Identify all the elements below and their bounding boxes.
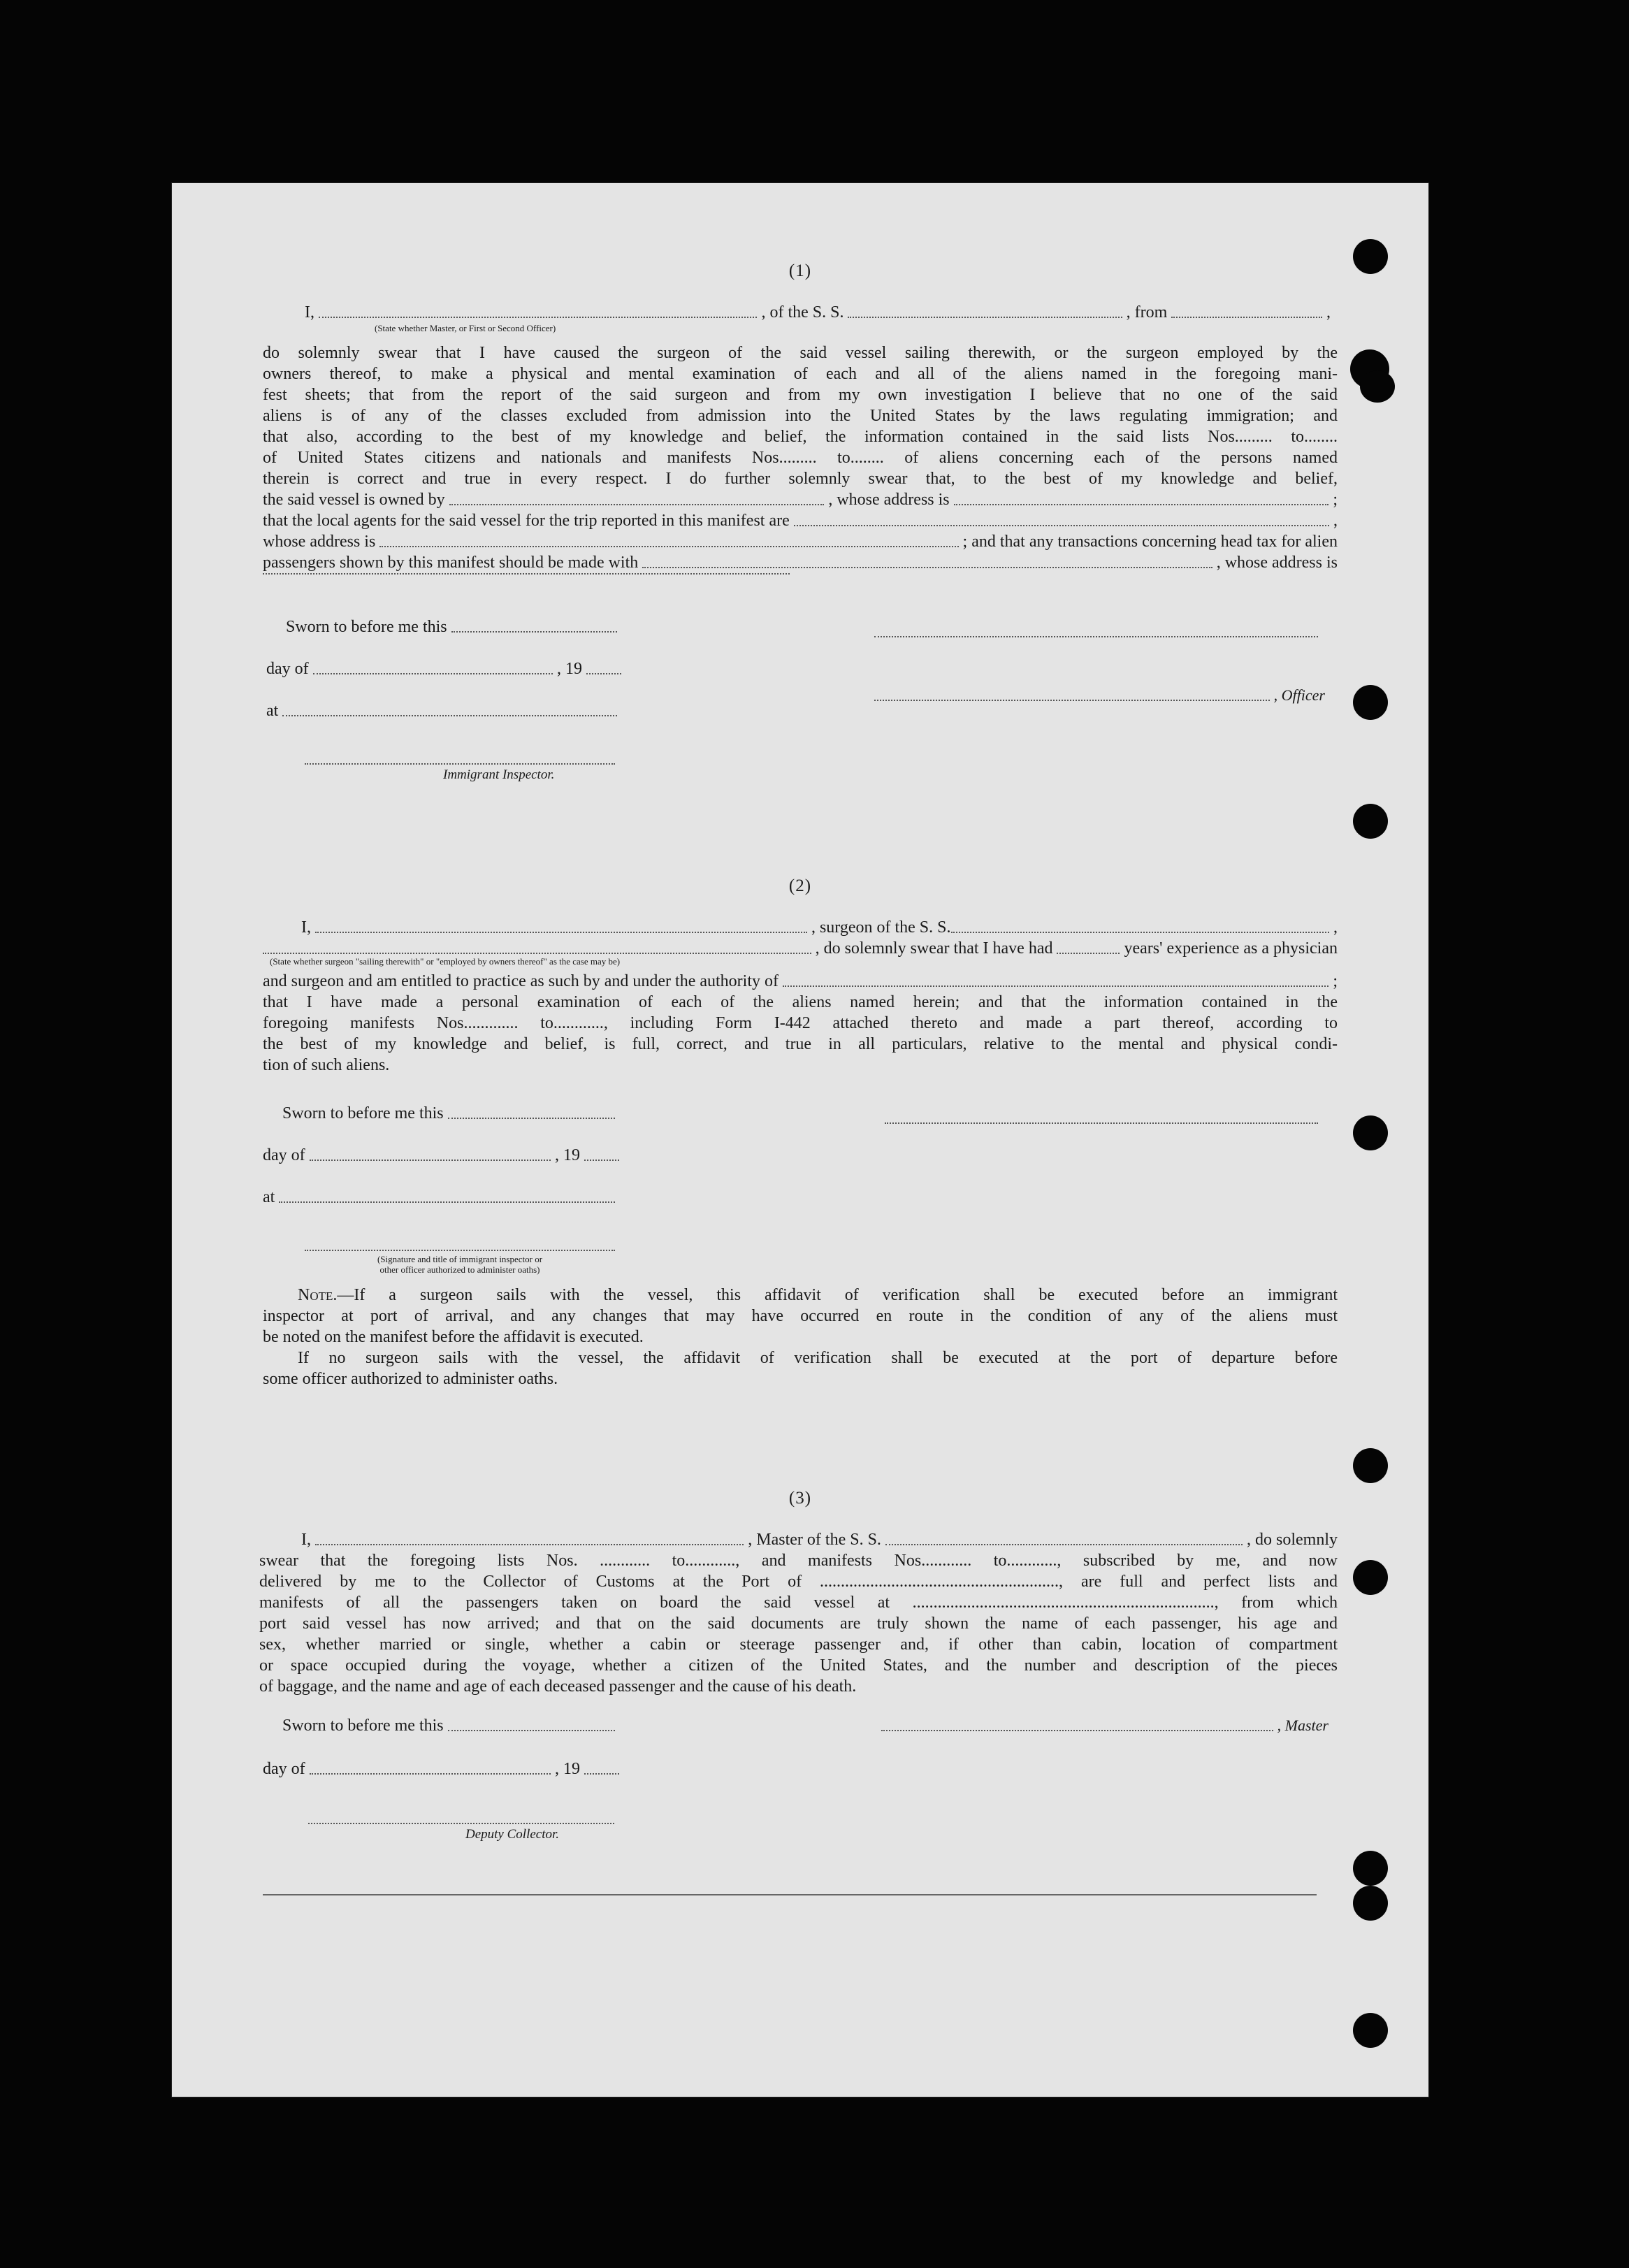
section-3-opening	[301, 1529, 1338, 1550]
collector-caption: Deputy Collector.	[465, 1827, 560, 1842]
section-1-opening: I, , of the S. S. , from , (State whether Master, or First or Second Officer)	[305, 303, 1331, 333]
section-2-day-of: day of , 19	[263, 1145, 619, 1166]
place-field[interactable]	[279, 1201, 615, 1203]
surgeon-of-label: , surgeon of the S. S.	[811, 918, 951, 937]
section-2-signature-line[interactable]	[885, 1121, 1318, 1124]
section-2-note	[263, 1285, 1338, 1389]
note-line: —If a surgeon sails with the vessel, this affidavit of verification shall be executed before an immigrant	[337, 1286, 1338, 1304]
owned-by-label: the said vessel is owned by	[263, 491, 445, 509]
punch-hole	[1353, 1560, 1388, 1595]
section-3-line: of baggage, and the name and age of each deceased passenger and the cause of his death.	[259, 1677, 857, 1696]
vessel-name-field[interactable]	[848, 317, 1122, 318]
inspector-signature-line[interactable]	[305, 762, 615, 765]
punch-hole	[1353, 1851, 1388, 1886]
section-2-line: the best of my knowledge and belief, is full, correct, and true in all particulars, relative to the mental and physical condi-	[263, 1035, 1338, 1053]
section-1-at: at	[266, 700, 621, 721]
punch-hole	[1353, 1115, 1388, 1150]
manifest-page	[172, 183, 1428, 2097]
section-3-line: sex, whether married or single, whether a cabin or steerage passenger and, if other than cabin, location of compartment	[259, 1635, 1338, 1654]
punch-hole	[1360, 370, 1395, 403]
section-1-line: fest sheets; that from the report of the said surgeon and from my own investigation I believe that no one of the said	[263, 386, 1338, 404]
note-label: Note.	[298, 1286, 338, 1304]
surgeon-caption: (State whether surgeon "sailing therewith" or "employed by owners thereof" as the case may be)	[270, 956, 621, 967]
pronoun-i: I,	[301, 918, 311, 937]
note-line: inspector at port of arrival, and any changes that may have occurred en route in the condition of any of the aliens must	[263, 1307, 1338, 1325]
owner-address-field[interactable]	[954, 504, 1329, 505]
punch-hole	[1353, 1448, 1388, 1483]
section-1-day-of: day of , 19	[266, 658, 621, 679]
section-2-body: , do solemnly swear that I have had years' experience as a physician (State whether surgeon "sailing therewith" or "employed by owners thereof" as the case may be) and surgeon and am entitled to practice as such by and under the authority of ; that I have made a personal examination of each of the aliens named herein; and that the information contained in the foregoing manifests Nos............. to............, including Form I-442 attached thereto and made a part thereof, according to the best of my knowledge and belief, is full, correct, and true in all particulars, relative to the mental and physical condi- tion of such aliens.	[263, 939, 1338, 1074]
master-of-label: , Master of the S. S.	[748, 1531, 881, 1549]
from-label: , from	[1126, 303, 1168, 322]
section-1-officer: , Officer	[874, 685, 1325, 706]
head-tax-agent-field[interactable]	[642, 567, 1212, 568]
section-2-line: that I have made a personal examination of each of the aliens named herein; and that the information contained in the	[263, 993, 1338, 1011]
section-3-line: delivered by me to the Collector of Customs at the Port of ........................................................., are full and perfect lists and	[259, 1573, 1338, 1591]
section-3-line: manifests of all the passengers taken on board the said vessel at ........................................................................, from which	[259, 1594, 1338, 1612]
note-line: some officer authorized to administer oaths.	[263, 1370, 558, 1388]
year-field[interactable]	[586, 673, 621, 674]
vessel-name-field[interactable]	[951, 932, 1330, 933]
section-1-line: do solemnly swear that I have caused the surgeon of the said vessel sailing therewith, or the surgeon employed by the	[263, 344, 1338, 362]
section-1-line: therein is correct and true in every respect. I do further solemnly swear that, to the best of my knowledge and belief,	[263, 470, 1338, 488]
surgeon-type-field[interactable]	[263, 953, 811, 954]
section-1-line: of United States citizens and nationals and manifests Nos......... to........ of aliens concerning each of the persons named	[263, 449, 1338, 467]
owner-address-label: , whose address is	[828, 491, 950, 509]
section-2-line: tion of such aliens.	[263, 1056, 390, 1074]
section-2-at: at	[263, 1187, 619, 1208]
section-3-body	[259, 1550, 1338, 1697]
punch-hole	[1353, 1886, 1388, 1921]
inspector-caption: Immigrant Inspector.	[443, 767, 555, 782]
passengers-address-label: , whose address is	[1216, 554, 1338, 572]
collector-signature-line[interactable]	[308, 1821, 614, 1824]
section-3-master: , Master	[881, 1715, 1328, 1736]
vessel-name-field[interactable]	[885, 1544, 1243, 1545]
inspector-signature-line[interactable]	[305, 1248, 615, 1251]
section-3-sworn: Sworn to before me this	[282, 1715, 619, 1736]
sworn-date-field[interactable]	[451, 631, 617, 633]
section-1-number: (1)	[788, 261, 812, 280]
do-solemnly-label: , do solemnly swear that I have had	[815, 939, 1053, 958]
authority-label: and surgeon and am entitled to practice as such by and under the authority of	[263, 972, 779, 990]
years-field[interactable]	[1057, 953, 1120, 954]
section-3-day-of: day of , 19	[263, 1758, 619, 1779]
month-field[interactable]	[313, 673, 553, 674]
agents-label: that the local agents for the said vessel for the trip reported in this manifest are	[263, 512, 790, 530]
head-tax-label: ; and that any transactions concerning head tax for alien	[962, 533, 1338, 551]
month-field[interactable]	[310, 1773, 551, 1775]
year-field[interactable]	[584, 1160, 619, 1161]
passengers-label: passengers shown by this manifest should be made with	[263, 554, 639, 572]
master-name-field[interactable]	[315, 1544, 744, 1545]
section-2-sworn: Sworn to before me this	[282, 1103, 619, 1124]
note-line: be noted on the manifest before the affidavit is executed.	[263, 1328, 644, 1346]
sworn-date-field[interactable]	[448, 1730, 615, 1731]
pronoun-i: I,	[305, 303, 314, 322]
section-3-line: port said vessel has now arrived; and that on the said documents are truly shown the name of each passenger, his age and	[259, 1615, 1338, 1633]
authority-field[interactable]	[783, 985, 1328, 987]
surgeon-name-field[interactable]	[315, 932, 807, 933]
bottom-rule	[263, 1894, 1317, 1895]
officer-title-field[interactable]	[319, 317, 757, 318]
punch-hole	[1353, 685, 1388, 720]
of-ss-label: , of the S. S.	[761, 303, 844, 322]
section-3-number: (3)	[788, 1489, 812, 1508]
agents-address-label: whose address is	[263, 533, 376, 551]
years-exp-label: years' experience as a physician	[1124, 939, 1338, 958]
punch-hole	[1353, 2013, 1388, 2048]
owner-field[interactable]	[449, 504, 825, 505]
master-signature-field[interactable]	[881, 1730, 1273, 1731]
sworn-date-field[interactable]	[448, 1118, 615, 1119]
section-3-line: or space occupied during the voyage, whether a citizen of the United States, and the number and description of the pieces	[259, 1656, 1338, 1675]
note-line: If no surgeon sails with the vessel, the affidavit of verification shall be executed at the port of departure before	[298, 1349, 1338, 1367]
month-field[interactable]	[310, 1160, 551, 1161]
do-solemnly-label: , do solemnly	[1247, 1531, 1338, 1549]
place-field[interactable]	[282, 715, 617, 716]
head-tax-address-field[interactable]	[263, 573, 790, 575]
from-port-field[interactable]	[1171, 317, 1322, 318]
section-1-line: aliens is of any of the classes excluded from admission into the United States by the laws regulating immigration; and	[263, 407, 1338, 425]
section-2-line: foregoing manifests Nos............. to............, including Form I-442 attached thereto and made a part thereof, according to	[263, 1014, 1338, 1032]
signature-caption: (Signature and title of immigrant inspector or other officer authorized to administer oaths)	[377, 1254, 543, 1275]
section-1-sworn: Sworn to before me this	[286, 616, 621, 637]
agents-address-field[interactable]	[379, 546, 958, 547]
section-1-line: owners thereof, to make a physical and mental examination of each and all of the aliens named in the foregoing mani-	[263, 365, 1338, 383]
section-3-line: swear that the foregoing lists Nos. ............ to............, and manifests Nos............ to............, subscribed by me, and now	[259, 1552, 1338, 1570]
agents-field[interactable]	[794, 525, 1329, 526]
punch-hole	[1353, 804, 1388, 839]
pronoun-i: I,	[301, 1531, 311, 1549]
year-field[interactable]	[584, 1773, 619, 1775]
officer-signature-field[interactable]	[874, 700, 1270, 701]
officer-caption: (State whether Master, or First or Second Officer)	[375, 323, 556, 333]
section-1-line: that also, according to the best of my knowledge and belief, the information contained in the said lists Nos......... to........	[263, 428, 1338, 446]
section-1-body: do solemnly swear that I have caused the surgeon of the said vessel sailing therewith, or the surgeon employed by the owners thereof, to make a physical and mental examination of each and all of the aliens named in the foregoing mani- fest sheets; that from the report of the said surgeon and from my own investigation I believe that no one of the said aliens is of any of the classes excluded from admission into the United States by the laws regulating immigration; and that also, according to the best of my knowledge and belief, the information contained in the said lists Nos......... to........ of United States citizens and nationals and manifests Nos......... to........ of aliens concerning each of the persons named therein is correct and true in every respect. I do further solemnly swear that, to the best of my knowledge and belief, the said vessel is owned by , whose address is ; that the local agents for the said vessel for the trip reported in this manifest are , whose address is ; and that any transactions concerning head tax for alien passengers shown by this manifest should be made with , whose address is	[263, 342, 1338, 579]
section-2-number: (2)	[788, 876, 812, 895]
section-1-signature-line[interactable]	[874, 635, 1318, 637]
section-2-opening: I, , surgeon of the S. S. ,	[301, 918, 1338, 937]
